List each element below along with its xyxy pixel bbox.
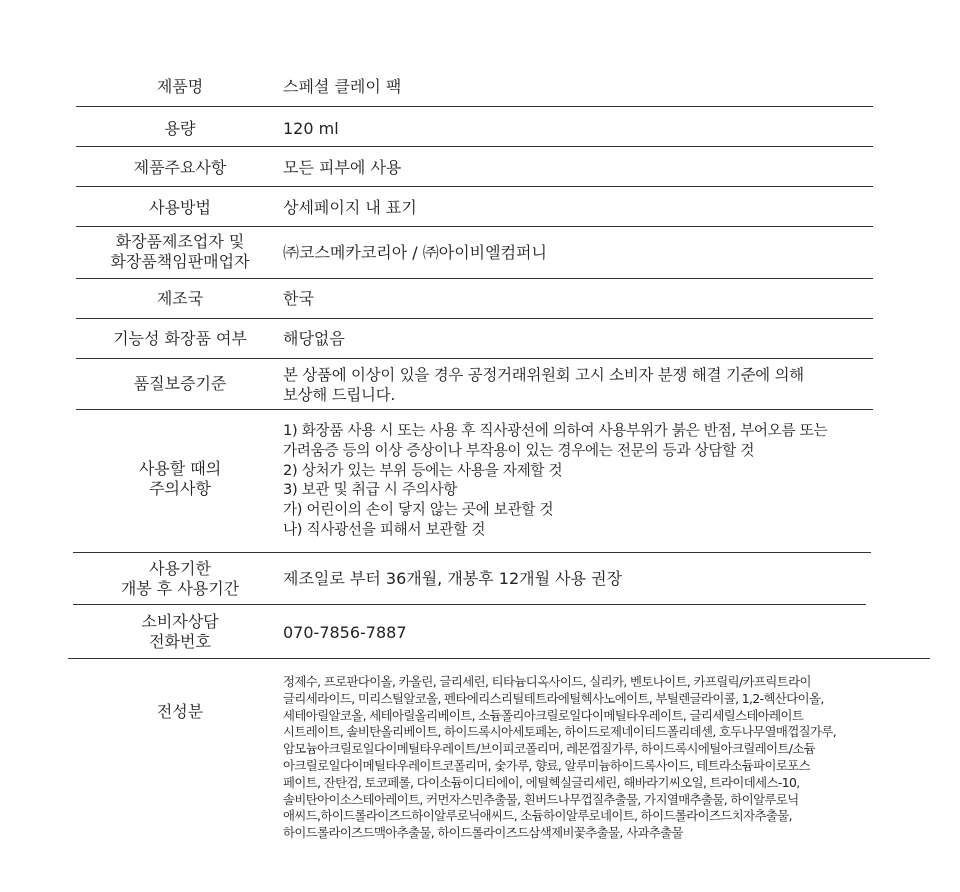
label-main-features: 제품주요사항 (133, 158, 227, 177)
row-divider (76, 358, 873, 359)
value-volume: 120 ml (283, 119, 339, 138)
value-usage: 상세페이지 내 표기 (283, 198, 417, 217)
value-ingredients: 정제수, 프로판다이올, 카올린, 글리세린, 티타늄디옥사이드, 실리카, 벤토나이트, 카프릴릭/카프릭트라이 글리세라이드, 미리스틸알코올, 펜타에리스리틸테트라에틸헥사노에이트, 부틸렌글라이콜, 1,2-헥산다이올, 세테아릴알코올, 세테아릴올리베이트, 소듐폴리아크릴로일다이메틸타우레이트, 글리세릴스테아레이트 시트레이트, 솔비탄올리베이트, 하이드록시아세토페논, 하이드로제네이티드폴리데센, 호두나무열매껍질가루, 암모늄아크릴로일다이메틸타우레이트/브이피코폴리머, 레몬껍질가루, 하이드록시에틸아크릴레이트/소듐 아크릴로일다이메틸타우레이트코폴리머, 숯가루, 향료, 알루미늄하이드록사이드, 테트라소듐파이로포스 페이트, 잔탄검, 토코페롤, 다이소듐이디티에이, 에틸헥실글리세린, 해바라기씨오일, 트라이데세스-10, 솔비탄아이소스테아레이트, 커먼자스민추출물, 흰버드나무껍질추출물, 가지열매추출물, 하이알루로닉 애씨드,하이드롤라이즈드하이알루로닉애씨드, 소듐하이알루로네이트, 하이드롤라이즈드치자추출물, 하이드롤라이즈드맥아추출물, 하이드롤라이즈드삼색제비꽃추출물, 사과추출물 (283, 674, 837, 841)
label-quality: 품질보증기준 (133, 374, 227, 393)
label-manufacturer: 화장품제조업자 및 화장품책임판매업자 (110, 232, 250, 271)
row-divider (76, 146, 873, 147)
label-product-name: 제품명 (156, 77, 204, 96)
value-quality: 본 상품에 이상이 있을 경우 공정거래위원회 고시 소비자 분쟁 해결 기준에 의해 보상해 드립니다. (283, 366, 804, 404)
row-divider (76, 318, 873, 319)
label-expiry: 사용기한 개봉 후 사용기간 (120, 559, 240, 598)
value-main-features: 모든 피부에 사용 (283, 158, 402, 177)
value-country: 한국 (283, 289, 314, 308)
row-divider (76, 226, 873, 227)
value-product-name: 스페셜 클레이 팩 (283, 77, 402, 96)
label-functional: 기능성 화장품 여부 (113, 329, 247, 348)
value-consumer-contact: 070-7856-7887 (283, 623, 407, 642)
row-divider (76, 278, 873, 279)
row-divider (68, 658, 930, 659)
value-functional: 해당없음 (283, 329, 345, 348)
label-consumer-contact: 소비자상담 전화번호 (141, 612, 219, 651)
label-volume: 용량 (164, 119, 196, 138)
row-divider (76, 186, 873, 187)
label-country: 제조국 (156, 289, 204, 308)
value-manufacturer: ㈜코스메카코리아 / ㈜아이비엘컴퍼니 (283, 243, 547, 262)
label-caution: 사용할 때의 주의사항 (138, 459, 222, 498)
value-caution: 1) 화장품 사용 시 또는 사용 후 직사광선에 의하여 사용부위가 붉은 반점, 부어오름 또는 가려움증 등의 이상 증상이나 부작용이 있는 경우에는 전문의 등과 상담할 것 2) 상처가 있는 부위 등에는 사용을 자제할 것 3) 보관 및 취급 시 주의사항 가) 어린이의 손이 닿지 않는 곳에 보관할 것 나) 직사광선을 피해서 보관할 것 (283, 422, 828, 538)
value-expiry: 제조일로 부터 36개월, 개봉후 12개월 사용 권장 (283, 569, 623, 588)
label-usage: 사용방법 (149, 198, 211, 217)
label-ingredients: 전성분 (156, 702, 204, 721)
row-divider (73, 552, 871, 553)
row-divider (76, 106, 873, 107)
row-divider (76, 409, 873, 410)
row-divider (73, 604, 866, 605)
